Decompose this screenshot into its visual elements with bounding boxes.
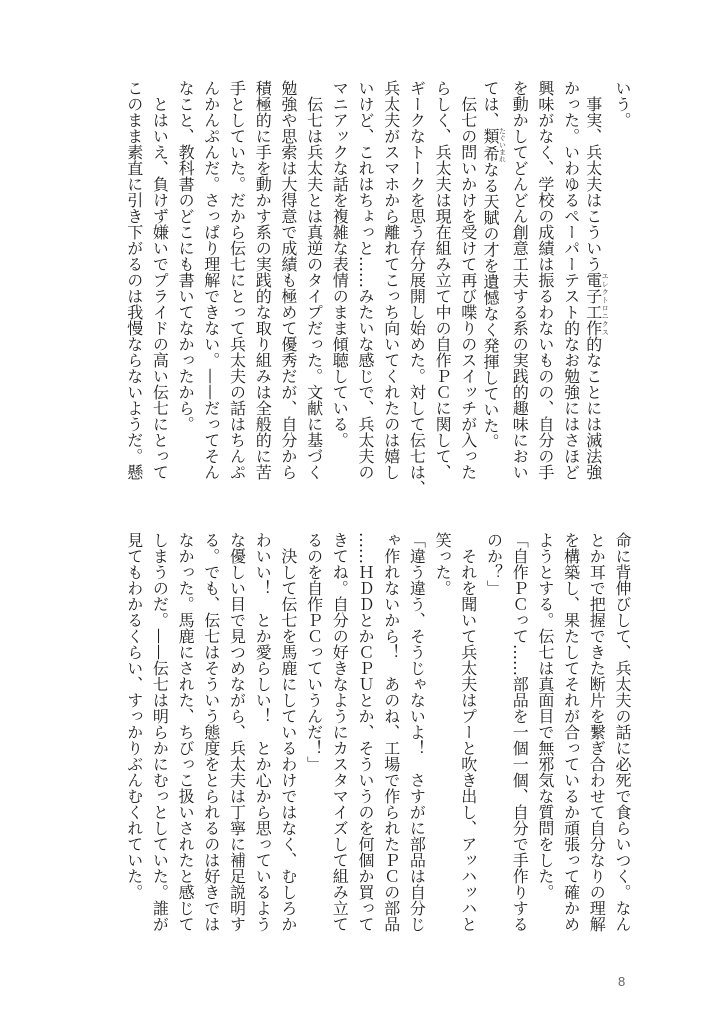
text-segment: ては、 [481,80,500,128]
text-block-bottom [0,532,722,952]
text-line: ……ＨＤＤとかＣＰＵとか、そういうのを何個か買って [356,532,375,932]
text-line: 決して伝七を馬鹿にしているわけではなく、むしろか [278,532,298,932]
text-line [584,80,609,480]
text-line: 伝七の問いかけを受けて再び喋りのスイッチが入った [458,80,478,480]
text-line: いう。 [613,80,632,128]
page-number: 8 [618,974,626,989]
text-line: とはいえ、負けず嫌いでプライドの高い伝七にとって [150,80,170,480]
text-line: のか？」 [484,532,504,596]
text-segment: 的なことには滅法強 [583,336,603,480]
text-line: わいい！ とか愛らしい！ とか心から思っているよう [253,532,273,932]
text-line: るのを自作ＰＣっていうんだ！」 [304,532,324,772]
text-line: いけど、これはちょっと……みたいな感じで、兵太夫の [356,80,375,480]
ruby-base: 電子工作 [583,272,603,336]
text-line: らしく、兵太夫は現在組み立て中の自作ＰＣに関して、 [433,80,453,480]
text-line: 「違う違う、そうじゃないよ！ さすがに部品は自分じ [407,532,427,932]
text-line: マニアックな話を複雑な表情のまま傾聴している。 [330,80,350,448]
text-line: なかった。馬鹿にされた、ちびっこ扱いされたと感じて [176,532,196,932]
text-segment: なる天賦の才を遺憾なく発揮していた。 [481,161,500,450]
ruby-annotation [583,272,610,336]
text-line: 勉強や思索は大得意で成績も極めて優秀だが、自分から [278,80,298,480]
text-line: 手としていた。だから伝七にとって兵太夫の話はちんぷ [227,80,247,480]
text-line [482,80,507,450]
text-line: 興味がなく、学校の成績は振るわないものの、自分の手 [535,80,555,480]
text-line: ようとする。伝七は真面目で無邪気な質問をした。 [535,532,555,900]
text-line: ゃ作れないから！ あのね、工場で作られたＰＣの部品 [381,532,401,932]
text-line: 積極的に手を動かす系の実践的な取り組みは全般的に苦 [253,80,273,480]
text-line: とか耳で把握できた断片を繋ぎ合わせて自分なりの理解 [587,532,607,932]
text-line: を構築し、果たしてそれが合っているか頑張って確かめ [561,532,581,932]
text-line: それを聞いて兵太夫はプーと吹き出し、アッハッハと [458,532,478,932]
text-line: しまうのだ。——伝七は明らかにむっとしていた。誰が [150,532,170,932]
text-line: ギークなトークを思う存分展開し始めた。対して伝七は、 [407,80,427,496]
text-line: きてね。自分の好きなようにカスタマイズして組み立て [330,532,350,932]
text-line: んかんぷんだ。さっぱり理解できない。——だってそん [201,80,221,480]
text-line: 兵太夫がスマホから離れてこっち向いてくれたのは嬉し [381,80,401,480]
ruby-text: たぐいまれ [498,127,507,163]
text-line: を動かしてどんどん創意工夫する系の実践的趣味におい [510,80,530,480]
text-line: かった。いわゆるペーパーテスト的なお勉強にはさほど [561,80,581,480]
text-line: な優しい目で見つめながら、兵太夫は丁寧に補足説明す [227,532,247,932]
ruby-text: エレクトロニクス [601,272,610,336]
text-line: このまま素直に引き下がるのは我慢ならないようだ。懸 [124,80,144,480]
text-line: る。でも、伝七はそういう態度をとられるのは好きでは [201,532,221,932]
ruby-annotation [481,127,507,163]
text-line: 伝七は兵太夫とは真逆のタイプだった。文献に基づく [304,80,324,480]
text-line: 「自作ＰＣって……部品を一個一個、自分で手作りする [510,532,530,932]
text-block-top [0,80,722,500]
text-line: 見てもわかるくらい、すっかりぶんむくれていた。 [124,532,144,900]
text-line: 笑った。 [433,532,453,596]
ruby-base: 類希 [481,127,500,163]
text-line: 命に背伸びして、兵太夫の話に必死で食らいつく。なん [613,532,632,932]
text-segment: 事実、兵太夫はこういう [583,80,603,272]
text-line: なこと、教科書のどこにも書いてなかったから。 [176,80,196,432]
